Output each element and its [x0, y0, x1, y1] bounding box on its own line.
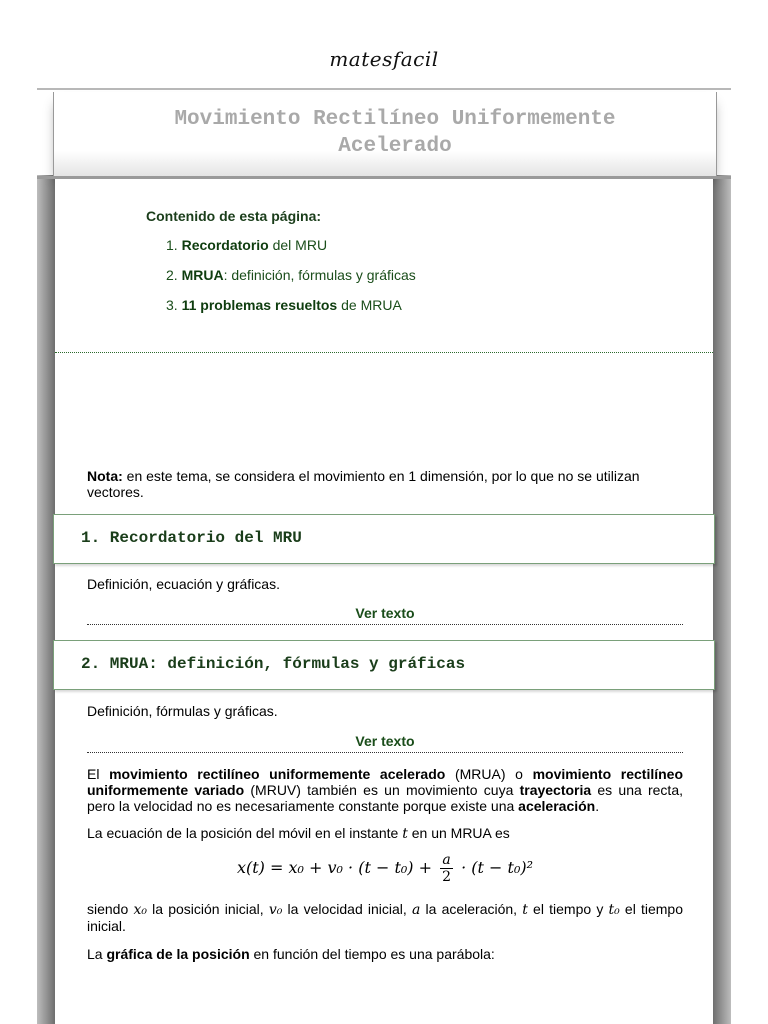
toc-divider [55, 352, 713, 353]
main-content [55, 179, 713, 1024]
ver-texto-link[interactable]: Ver texto [87, 605, 683, 625]
toc-list [166, 237, 416, 327]
left-shadow [37, 175, 55, 1024]
nota-paragraph: Nota: en este tema, se considera el movimiento en 1 dimensión, por lo que no se utilizan vectores. [87, 468, 640, 500]
mrua-definition-paragraph: El movimiento rectilíneo uniformemente acelerado (MRUA) o movimiento rectilíneo uniformemente variado (MRUV) también es un movimiento cuya trayectoria es una recta, pero la velocidad no es necesariamente constante porque existe una aceleración. [87, 766, 684, 814]
section-description: Definición, fórmulas y gráficas. [87, 703, 278, 719]
formula-fraction: $\frac{a}{2}$ [442, 852, 452, 885]
position-graph-paragraph: La gráfica de la posición en función del tiempo es una parábola: [87, 946, 495, 962]
site-logo[interactable]: matesfacil [329, 47, 439, 71]
section-description: Definición, ecuación y gráficas. [87, 576, 280, 592]
page-title: Movimiento Rectilíneo Uniformemente Acelerado [174, 108, 616, 158]
variables-paragraph: siendo x₀ la posición inicial, v₀ la velocidad inicial, a la aceleración, t el tiempo y t₀ el tiempo inicial. [87, 901, 684, 934]
section-title: 1. Recordatorio del MRU [81, 529, 302, 547]
site-header [0, 0, 768, 90]
ver-texto-link[interactable]: Ver texto [87, 733, 683, 753]
toc-heading: Contenido de esta página: [146, 208, 322, 224]
toc-item-mrua[interactable]: 2. MRUA: definición, fórmulas y gráficas [166, 267, 416, 283]
right-shadow [713, 175, 731, 1024]
position-equation-intro: La ecuación de la posición del móvil en el instante t en un MRUA es [87, 825, 510, 842]
toc-item-recordatorio[interactable]: 1. Recordatorio del MRU [166, 237, 328, 253]
header-divider [37, 88, 731, 90]
position-formula: x(t) = x₀ + v₀ · (t − t₀) + $\frac{a}{2}$ · (t − t₀)² [236, 852, 534, 885]
toc-item-problemas[interactable]: 3. 11 problemas resueltos de MRUA [166, 297, 402, 313]
section-title: 2. MRUA: definición, fórmulas y gráficas [81, 655, 466, 673]
section-header-recordatorio [53, 514, 715, 564]
section-header-mrua [53, 640, 715, 690]
title-box [53, 92, 717, 176]
